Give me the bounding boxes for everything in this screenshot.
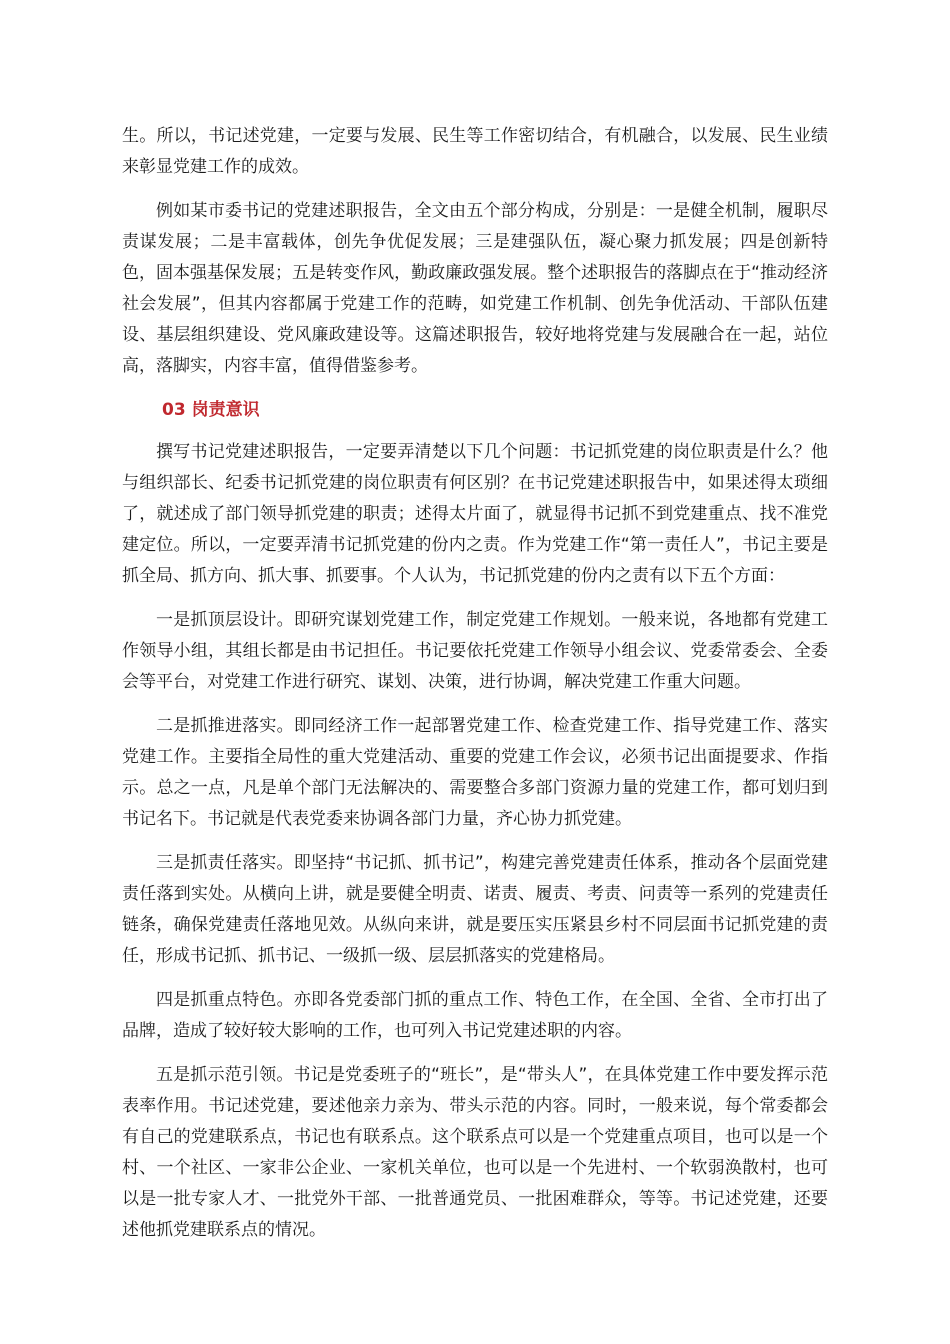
- paragraph-point-five: 五是抓示范引领。书记是党委班子的“班长”，是“带头人”，在具体党建工作中要发挥示范表率作用。书记述党建，要述他亲力亲为、带头示范的内容。同时，一般来说，每个常委都会有自己的党建联系点，书记也有联系点。这个联系点可以是一个党建重点项目，也可以是一个村、一个社区、一家非公企业、一家机关单位，也可以是一个先进村、一个软弱涣散村，也可以是一批专家人才、一批党外干部、一批普通党员、一批困难群众，等等。书记述党建，还要述他抓党建联系点的情况。: [122, 1065, 828, 1240]
- paragraph-point-one: 一是抓顶层设计。即研究谋划党建工作，制定党建工作规划。一般来说，各地都有党建工作领导小组，其组长都是由书记担任。书记要依托党建工作领导小组会议、党委常委会、全委会等平台，对党建工作进行研究、谋划、决策，进行协调，解决党建工作重大问题。: [122, 610, 828, 692]
- section-heading: 03 岗责意识: [162, 400, 260, 420]
- document-body: [122, 121, 828, 1259]
- paragraph-continuation: 生。所以，书记述党建，一定要与发展、民生等工作密切结合，有机融合，以发展、民生业绩来彰显党建工作的成效。: [122, 126, 828, 177]
- paragraph-example-report: 例如某市委书记的党建述职报告，全文由五个部分构成，分别是：一是健全机制，履职尽责谋发展；二是丰富载体，创先争优促发展；三是建强队伍，凝心聚力抓发展；四是创新特色，固本强基保发展；五是转变作风，勤政廉政强发展。整个述职报告的落脚点在于“推动经济社会发展”，但其内容都属于党建工作的范畴，如党建工作机制、创先争优活动、干部队伍建设、基层组织建设、党风廉政建设等。这篇述职报告，较好地将党建与发展融合在一起，站位高，落脚实，内容丰富，值得借鉴参考。: [122, 201, 828, 376]
- paragraph-point-four: 四是抓重点特色。亦即各党委部门抓的重点工作、特色工作，在全国、全省、全市打出了品牌，造成了较好较大影响的工作，也可列入书记党建述职的内容。: [122, 990, 828, 1041]
- paragraph-duty-questions: 撰写书记党建述职报告，一定要弄清楚以下几个问题：书记抓党建的岗位职责是什么？他与组织部长、纪委书记抓党建的岗位职责有何区别？在书记党建述职报告中，如果述得太琐细了，就述成了部门领导抓党建的职责；述得太片面了，就显得书记抓不到党建重点、找不准党建定位。所以，一定要弄清书记抓党建的份内之责。作为党建工作“第一责任人”，书记主要是抓全局、抓方向、抓大事、抓要事。个人认为，书记抓党建的份内之责有以下五个方面：: [122, 442, 828, 586]
- paragraph-point-two: 二是抓推进落实。即同经济工作一起部署党建工作、检查党建工作、指导党建工作、落实党建工作。主要指全局性的重大党建活动、重要的党建工作会议，必须书记出面提要求、作指示。总之一点，凡是单个部门无法解决的、需要整合多部门资源力量的党建工作，都可划归到书记名下。书记就是代表党委来协调各部门力量，齐心协力抓党建。: [122, 716, 828, 829]
- paragraph-point-three: 三是抓责任落实。即坚持“书记抓、抓书记”，构建完善党建责任体系，推动各个层面党建责任落到实处。从横向上讲，就是要健全明责、诺责、履责、考责、问责等一系列的党建责任链条，确保党建责任落地见效。从纵向来讲，就是要压实压紧县乡村不同层面书记抓党建的责任，形成书记抓、抓书记、一级抓一级、层层抓落实的党建格局。: [122, 853, 828, 966]
